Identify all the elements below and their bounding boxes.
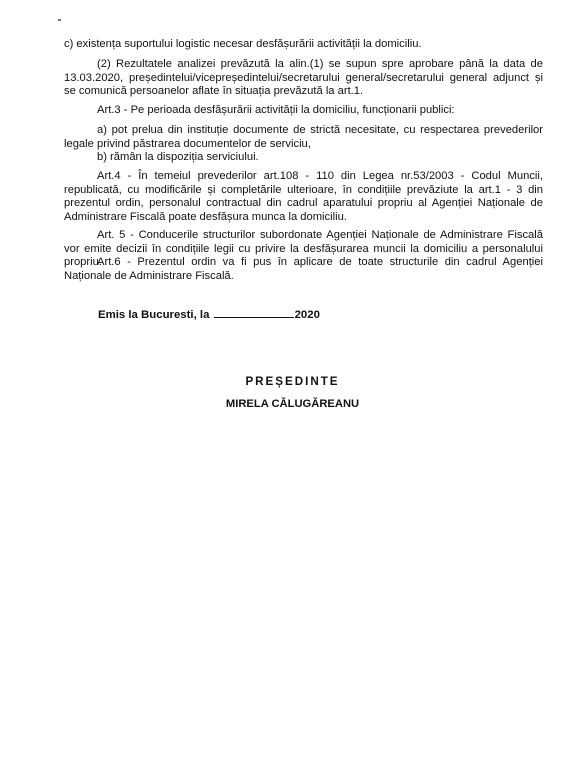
article-3-a: a) pot prelua din instituție documente de strictă necesitate, cu respectarea prevederilor legale privind păstrarea documentelor de serviciu, <box>64 124 543 150</box>
article-3: Art.3 - Pe perioada desfășurării activității la domiciliu, funcționarii publici: <box>97 104 455 116</box>
article-5: Art. 5 - Conducerile structurilor subordonate Agenției Naționale de Administrare Fiscală vor emite decizii în condițiile legii cu privire la desfășurarea muncii la domiciliu a personalului propriu. <box>64 229 543 269</box>
issued-line <box>98 307 320 321</box>
signatory-title: PREȘEDINTE <box>245 375 340 388</box>
date-blank <box>214 307 294 318</box>
issued-year: 2020 <box>294 309 320 321</box>
scan-speck <box>58 19 61 21</box>
paragraph-2: (2) Rezultatele analizei prevăzută la alin.(1) se supun spre aprobare până la data de 13.03.2020, președintelui/vicepreședintelui/secretarului general/secretarului general adjunct și se comunică persoanelor aflate în situația prevăzută la art.1. <box>64 58 543 98</box>
article-4: Art.4 - În temeiul prevederilor art.108 - 110 din Legea nr.53/2003 - Codul Muncii, republicată, cu modificările și completările ulterioare, în condițiile prevăziute la art.1 - 3 din prezentul ordin, personalul contractual din cadrul aparatului propriu al Agenției Naționale de Administrare Fiscală poate desfășura munca la domiciliu. <box>64 170 543 223</box>
article-6: Art.6 - Prezentul ordin va fi pus în aplicare de toate structurile din cadrul Agenției Naționale de Administrare Fiscală. <box>64 256 543 282</box>
signatory-name: MIRELA CĂLUGĂREANU <box>225 398 360 410</box>
article-3-b: b) rămân la dispoziția serviciului. <box>97 151 259 163</box>
paragraph-c: c) existența suportului logistic necesar desfășurării activității la domiciliu. <box>64 38 422 50</box>
issued-prefix: Emis la Bucuresti, la <box>98 309 210 321</box>
